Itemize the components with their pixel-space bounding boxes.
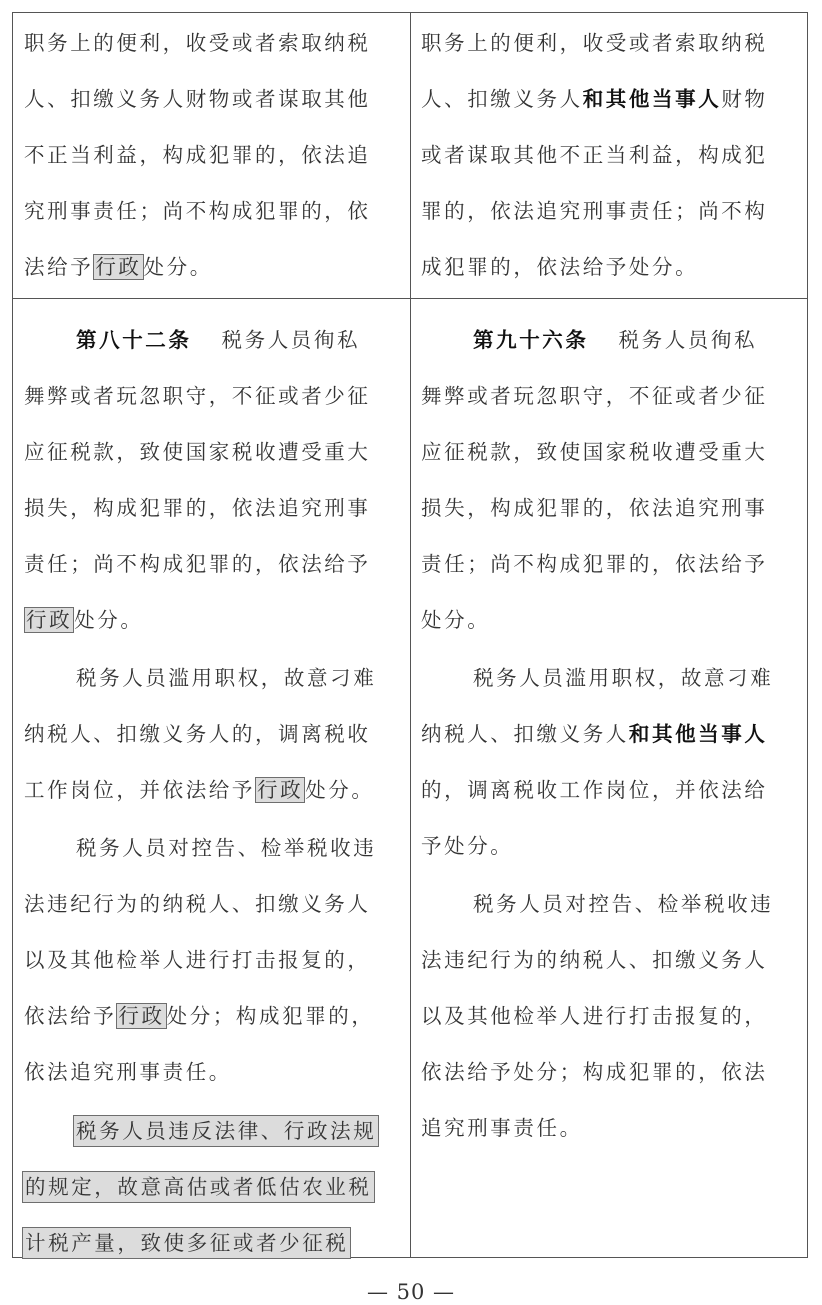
highlighted-deleted-line: 税务人员违反法律、行政法规 [73, 1115, 379, 1147]
text-line: 税务人员滥用职权，故意刁难 [473, 666, 774, 690]
text-span: 处分。 [143, 255, 213, 279]
page-number: — 50 — [366, 1280, 456, 1304]
text-line: 处分。 [421, 608, 491, 632]
text-line: 损失，构成犯罪的，依法追究刑事 [24, 496, 371, 520]
text-line: 依法追究刑事责任。 [24, 1060, 232, 1084]
text-line: 予处分。 [421, 834, 514, 858]
text-line: 职务上的便利，收受或者索取纳税 [24, 31, 371, 55]
text-line [76, 325, 360, 355]
new-text-cell-top [421, 13, 801, 298]
text-line: 依法给予处分；构成犯罪的，依法 [421, 1060, 768, 1084]
text-line: 职务上的便利，收受或者索取纳税 [421, 31, 768, 55]
row-divider [13, 298, 807, 299]
text-line: 成犯罪的，依法给予处分。 [421, 255, 699, 279]
old-text-cell-bottom [24, 300, 404, 1255]
text-line [24, 252, 213, 282]
bold-added-text: 和其他当事人 [628, 722, 768, 746]
bold-added-text: 和其他当事人 [582, 87, 722, 111]
highlighted-deleted-text: 行政 [26, 608, 73, 632]
highlighted-deleted-line: 计税产量，致使多征或者少征税 [22, 1227, 351, 1259]
text-span: 财物 [721, 87, 768, 111]
text-line: 舞弊或者玩忽职守，不征或者少征 [24, 384, 371, 408]
comparison-table [12, 12, 808, 1258]
text-line [24, 605, 144, 635]
text-line [473, 325, 757, 355]
column-divider [410, 13, 411, 1257]
text-span: 人、扣缴义务人 [421, 87, 583, 111]
text-span: 处分。 [74, 608, 144, 632]
text-line: 责任；尚不构成犯罪的，依法给予 [421, 552, 768, 576]
new-text-cell-bottom [421, 300, 801, 1255]
text-span: 税务人员徇私 [618, 328, 758, 352]
text-line: 法违纪行为的纳税人、扣缴义务人 [421, 948, 768, 972]
text-line: 追究刑事责任。 [421, 1116, 583, 1140]
text-line: 人、扣缴义务人财物或者谋取其他 [24, 87, 371, 111]
article-title: 第九十六条 [473, 328, 589, 352]
highlighted-deleted-text: 行政 [257, 778, 304, 802]
text-span: 工作岗位，并依法给予 [24, 778, 255, 802]
text-line: 税务人员对控告、检举税收违 [473, 892, 774, 916]
text-line: 不正当利益，构成犯罪的，依法追 [24, 143, 371, 167]
text-line: 纳税人、扣缴义务人的，调离税收 [24, 722, 371, 746]
text-line [421, 84, 768, 114]
text-line: 以及其他检举人进行打击报复的， [421, 1004, 768, 1028]
text-line: 法违纪行为的纳税人、扣缴义务人 [24, 892, 371, 916]
text-line: 税务人员滥用职权，故意刁难 [76, 666, 377, 690]
text-span: 依法给予 [24, 1004, 117, 1028]
highlighted-deleted-line: 的规定，故意高估或者低估农业税 [22, 1171, 375, 1203]
text-line: 的，调离税收工作岗位，并依法给 [421, 778, 768, 802]
text-line: 或者谋取其他不正当利益，构成犯 [421, 143, 768, 167]
text-line: 应征税款，致使国家税收遭受重大 [24, 440, 371, 464]
text-line: 以及其他检举人进行打击报复的， [24, 948, 371, 972]
text-line: 罪的，依法追究刑事责任；尚不构 [421, 199, 768, 223]
text-line [24, 775, 375, 805]
article-title: 第八十二条 [76, 328, 192, 352]
text-span: 税务人员徇私 [221, 328, 361, 352]
text-line: 责任；尚不构成犯罪的，依法给予 [24, 552, 371, 576]
text-span: 处分；构成犯罪的， [166, 1004, 375, 1028]
text-line: 损失，构成犯罪的，依法追究刑事 [421, 496, 768, 520]
text-line [421, 719, 768, 749]
text-line: 究刑事责任；尚不构成犯罪的，依 [24, 199, 371, 223]
text-span: 法给予 [24, 255, 94, 279]
text-line [24, 1001, 375, 1031]
text-line: 税务人员对控告、检举税收违 [76, 836, 377, 860]
highlighted-deleted-text: 行政 [95, 255, 142, 279]
text-line: 舞弊或者玩忽职守，不征或者少征 [421, 384, 768, 408]
highlighted-deleted-text: 行政 [118, 1004, 165, 1028]
text-line: 应征税款，致使国家税收遭受重大 [421, 440, 768, 464]
old-text-cell-top [24, 13, 404, 298]
text-span: 纳税人、扣缴义务人 [421, 722, 629, 746]
text-span: 处分。 [305, 778, 375, 802]
